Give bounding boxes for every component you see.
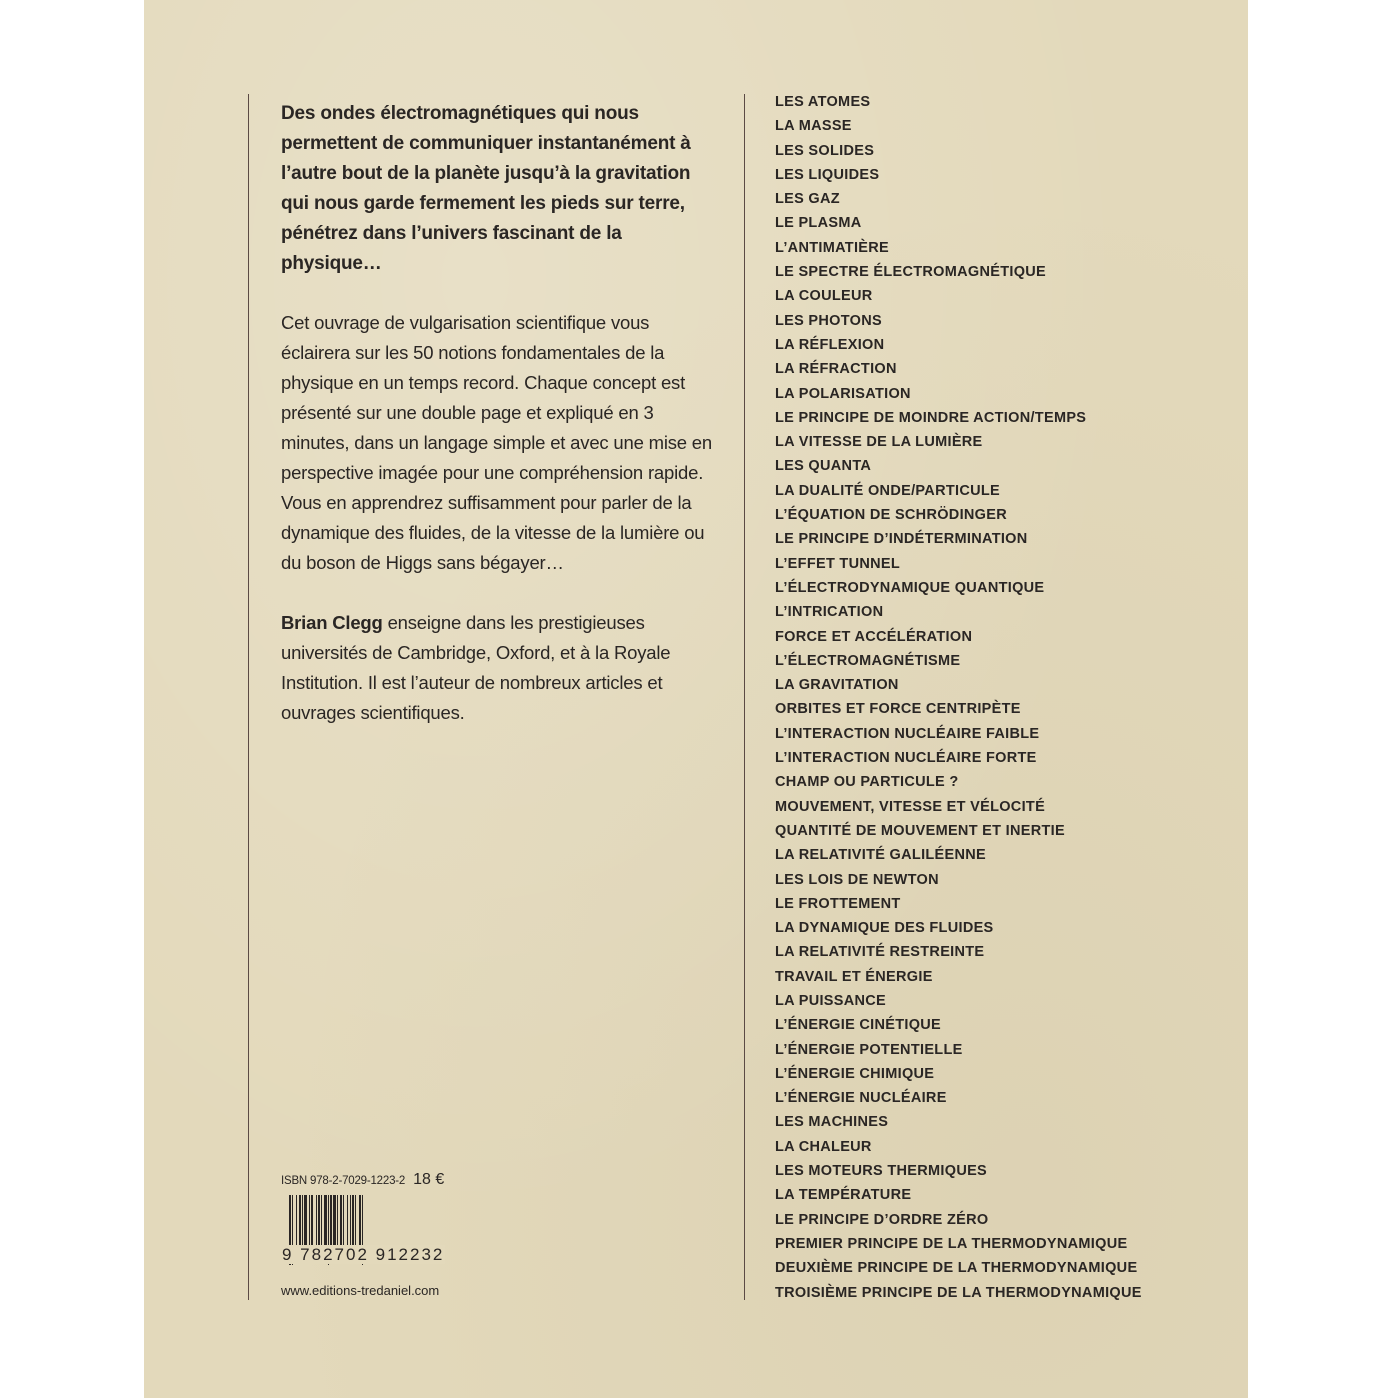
topic-item: L’INTRICATION	[775, 604, 884, 621]
topic-item: LA RELATIVITÉ RESTREINTE	[775, 944, 985, 961]
isbn-number: ISBN 978-2-7029-1223-2	[281, 1175, 406, 1187]
topic-item: LE PLASMA	[775, 215, 862, 232]
topic-item: ORBITES ET FORCE CENTRIPÈTE	[775, 701, 1021, 718]
topic-item: LE PRINCIPE D’ORDRE ZÉRO	[775, 1211, 989, 1228]
topic-item: L’ÉNERGIE NUCLÉAIRE	[775, 1090, 947, 1107]
topic-item: MOUVEMENT, VITESSE ET VÉLOCITÉ	[775, 798, 1046, 815]
topic-item: LES LIQUIDES	[775, 166, 880, 183]
topic-item: LE SPECTRE ÉLECTROMAGNÉTIQUE	[775, 264, 1047, 281]
topic-item: TROISIÈME PRINCIPE DE LA THERMODYNAMIQUE	[775, 1284, 1142, 1301]
topic-item: LES QUANTA	[775, 458, 872, 475]
topic-item: LA RELATIVITÉ GALILÉENNE	[775, 847, 987, 864]
isbn-line	[281, 1171, 481, 1193]
topic-item: FORCE ET ACCÉLÉRATION	[775, 628, 973, 645]
center-vertical-rule	[744, 94, 745, 1300]
book-back-cover	[144, 0, 1248, 1398]
topic-item: L’ÉQUATION DE SCHRÖDINGER	[775, 507, 1007, 524]
topic-item: L’ÉLECTRODYNAMIQUE QUANTIQUE	[775, 579, 1045, 596]
topic-item: LA VITESSE DE LA LUMIÈRE	[775, 434, 983, 451]
price: 18 €	[413, 1171, 445, 1188]
left-vertical-rule	[248, 94, 249, 1300]
topic-item: LA PUISSANCE	[775, 992, 887, 1009]
author-bio	[281, 608, 721, 728]
topic-item: LES ATOMES	[775, 94, 871, 110]
topic-item: LES PHOTONS	[775, 312, 882, 329]
barcode-digits: 9 782702 912232	[282, 1245, 445, 1264]
topic-item: CHAMP OU PARTICULE ?	[775, 774, 959, 791]
topic-item: LA GRAVITATION	[775, 677, 899, 694]
topic-item: LES LOIS DE NEWTON	[775, 871, 939, 888]
topic-item: LA RÉFRACTION	[775, 361, 897, 378]
lead-paragraph: Des ondes électromagnétiques qui nous permettent de communiquer instantanément à l’autre bout de la planète jusqu’à la gravitation qui nous garde fermement les pieds sur terre, pénétrez dans l’univers fascinant de la physique…	[281, 103, 691, 274]
topic-item: LE PRINCIPE D’INDÉTERMINATION	[775, 531, 1028, 548]
topic-item: LE FROTTEMENT	[775, 895, 901, 912]
topic-item: LA TEMPÉRATURE	[775, 1187, 912, 1204]
barcode-block	[281, 1171, 481, 1298]
topic-item: LA MASSE	[775, 118, 852, 135]
body-paragraph: Cet ouvrage de vulgarisation scientifique vous éclairera sur les 50 notions fondamentales de la physique en un temps record. Chaque concept est présenté sur une double page et expliqué en 3 minutes, dans un langage simple et avec une mise en perspective imagée pour une compréhension rapide. Vous en apprendrez suffisamment pour parler de la dynamique des fluides, de la vitesse de la lumière ou du boson de Higgs sans bégayer…	[281, 312, 712, 573]
topic-item: L’EFFET TUNNEL	[775, 555, 901, 572]
topic-item: L’INTERACTION NUCLÉAIRE FAIBLE	[775, 725, 1040, 742]
topic-item: L’ÉNERGIE CINÉTIQUE	[775, 1017, 942, 1034]
topic-item: LES MACHINES	[775, 1114, 889, 1131]
topic-item: LES SOLIDES	[775, 142, 875, 159]
topic-item: LA DYNAMIQUE DES FLUIDES	[775, 920, 994, 937]
author-bio-text: enseigne dans les prestigieuses universités de Cambridge, Oxford, et à la Royale Institution. Il est l’auteur de nombreux articles et ouvrages scientifiques.	[281, 612, 671, 723]
topic-item: L’INTERACTION NUCLÉAIRE FORTE	[775, 750, 1037, 767]
topic-item: QUANTITÉ DE MOUVEMENT ET INERTIE	[775, 822, 1065, 839]
topic-item: LE PRINCIPE DE MOINDRE ACTION/TEMPS	[775, 409, 1087, 426]
topic-item: L’ÉNERGIE POTENTIELLE	[775, 1041, 963, 1058]
topics-list	[775, 90, 1142, 1305]
topic-item: L’ÉNERGIE CHIMIQUE	[775, 1065, 935, 1082]
topic-item: LES MOTEURS THERMIQUES	[775, 1163, 988, 1180]
topic-item: PREMIER PRINCIPE DE LA THERMODYNAMIQUE	[775, 1235, 1128, 1252]
topic-item: LES GAZ	[775, 191, 840, 208]
publisher-website: www.editions-tredaniel.com	[281, 1283, 440, 1298]
author-name: Brian Clegg	[281, 612, 383, 633]
topic-item: LA CHALEUR	[775, 1138, 872, 1155]
topic-item: L’ÉLECTROMAGNÉTISME	[775, 652, 961, 669]
topic-item: LA POLARISATION	[775, 385, 911, 402]
topic-item: LA DUALITÉ ONDE/PARTICULE	[775, 482, 1000, 499]
topic-item: TRAVAIL ET ÉNERGIE	[775, 968, 933, 985]
topic-item: LA COULEUR	[775, 288, 873, 305]
topic-item: L’ANTIMATIÈRE	[775, 239, 889, 256]
topic-item: LA RÉFLEXION	[775, 336, 885, 353]
description-column	[281, 99, 721, 728]
topic-item: DEUXIÈME PRINCIPE DE LA THERMODYNAMIQUE	[775, 1260, 1138, 1277]
